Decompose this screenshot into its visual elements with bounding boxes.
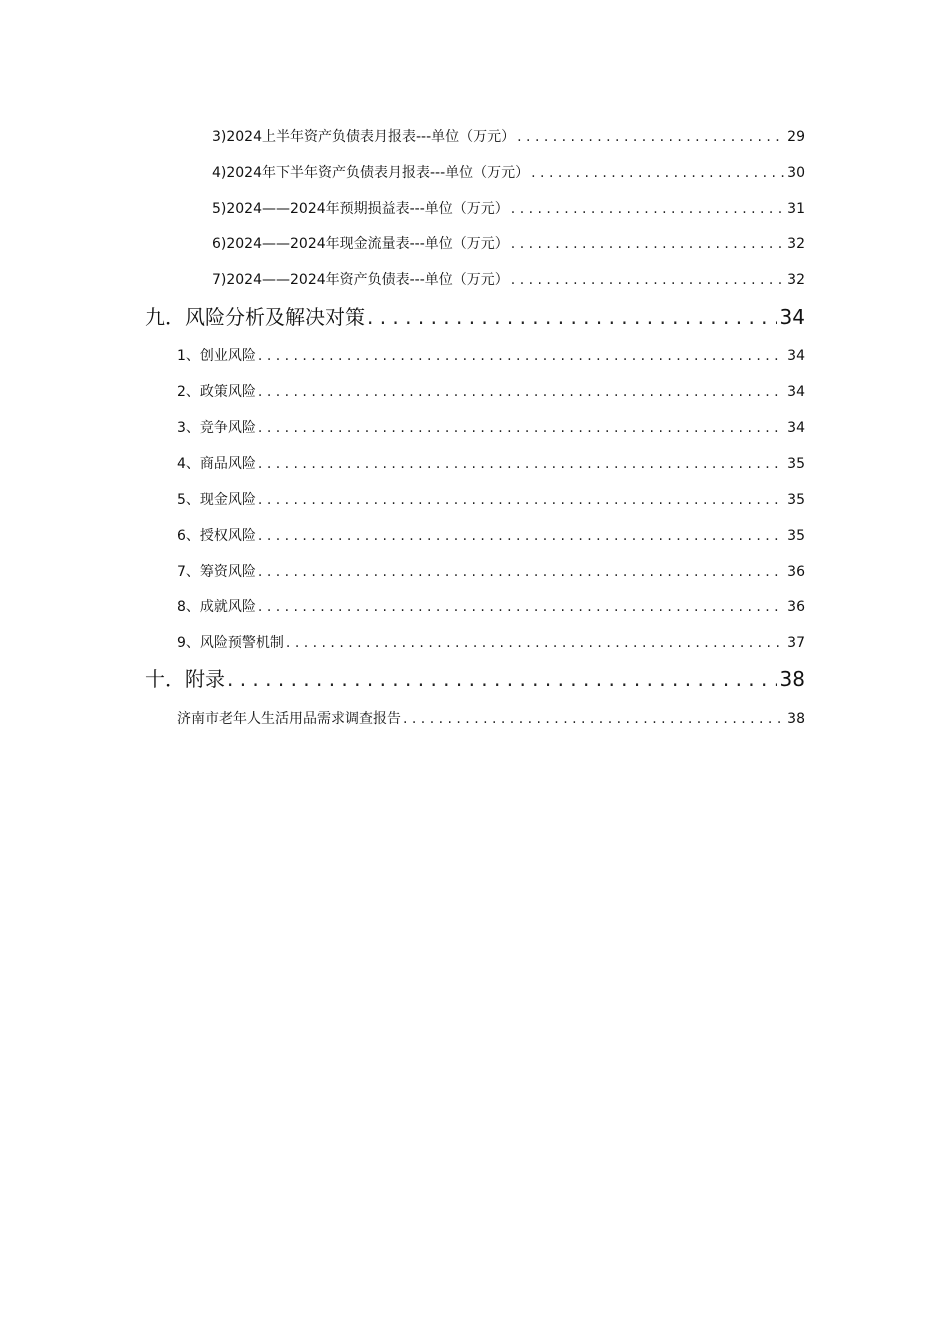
dot-leader bbox=[258, 490, 784, 510]
toc-page-number: 35 bbox=[787, 492, 805, 508]
toc-entry-startup-risk[interactable] bbox=[177, 346, 805, 366]
toc-entry-label: 5)2024——2024年预期损益表---单位（万元） bbox=[212, 201, 509, 217]
toc-entry-balance-sheet-h1[interactable] bbox=[212, 127, 805, 147]
toc-entry-survey-report[interactable] bbox=[177, 709, 805, 729]
toc-entry-financing-risk[interactable] bbox=[177, 562, 805, 582]
dot-leader bbox=[227, 665, 777, 693]
toc-page-number: 36 bbox=[787, 564, 805, 580]
dot-leader bbox=[258, 597, 784, 617]
toc-chapter-appendix[interactable] bbox=[145, 665, 805, 693]
dot-leader bbox=[403, 709, 784, 729]
dot-leader bbox=[258, 454, 784, 474]
toc-chapter-risk-analysis[interactable] bbox=[145, 303, 805, 331]
dot-leader bbox=[258, 562, 784, 582]
toc-entry-risk-warning[interactable] bbox=[177, 633, 805, 653]
toc-page-number: 30 bbox=[787, 165, 805, 181]
dot-leader bbox=[258, 382, 784, 402]
toc-page-number: 38 bbox=[779, 667, 805, 691]
toc-entry-label: 4)2024年下半年资产负债表月报表---单位（万元） bbox=[212, 165, 530, 181]
dot-leader bbox=[258, 418, 784, 438]
toc-page-number: 31 bbox=[787, 201, 805, 217]
toc-page-number: 35 bbox=[787, 456, 805, 472]
dot-leader bbox=[258, 526, 784, 546]
dot-leader bbox=[531, 163, 784, 183]
toc-entry-label: 8、成就风险 bbox=[177, 599, 256, 615]
toc-page-number: 36 bbox=[787, 599, 805, 615]
toc-entry-authorization-risk[interactable] bbox=[177, 526, 805, 546]
dot-leader bbox=[511, 199, 784, 219]
toc-entry-label: 3)2024上半年资产负债表月报表---单位（万元） bbox=[212, 129, 516, 145]
toc-page-number: 38 bbox=[787, 711, 805, 727]
toc-page-number: 34 bbox=[787, 384, 805, 400]
toc-entry-label: 九．风险分析及解决对策 bbox=[145, 305, 365, 329]
toc-entry-product-risk[interactable] bbox=[177, 454, 805, 474]
dot-leader bbox=[511, 234, 784, 254]
dot-leader bbox=[258, 346, 784, 366]
toc-entry-balance-sheet-h2[interactable] bbox=[212, 163, 805, 183]
toc-entry-label: 5、现金风险 bbox=[177, 492, 256, 508]
toc-entry-cash-flow[interactable] bbox=[212, 234, 805, 254]
toc-entry-label: 4、商品风险 bbox=[177, 456, 256, 472]
toc-entry-label: 2、政策风险 bbox=[177, 384, 256, 400]
toc-page-number: 34 bbox=[779, 305, 805, 329]
toc-entry-label: 3、竞争风险 bbox=[177, 420, 256, 436]
dot-leader bbox=[286, 633, 784, 653]
toc-entry-label: 济南市老年人生活用品需求调查报告 bbox=[177, 711, 401, 727]
toc-entry-balance-sheet[interactable] bbox=[212, 270, 805, 290]
toc-page-number: 29 bbox=[787, 129, 805, 145]
toc-entry-label: 7、筹资风险 bbox=[177, 564, 256, 580]
toc-page-number: 32 bbox=[787, 236, 805, 252]
toc-page-number: 35 bbox=[787, 528, 805, 544]
dot-leader bbox=[367, 303, 777, 331]
toc-page-number: 37 bbox=[787, 635, 805, 651]
toc-entry-competition-risk[interactable] bbox=[177, 418, 805, 438]
toc-entry-label: 1、创业风险 bbox=[177, 348, 256, 364]
dot-leader bbox=[517, 127, 784, 147]
toc-entry-label: 6、授权风险 bbox=[177, 528, 256, 544]
toc-entry-label: 十．附录 bbox=[145, 667, 225, 691]
toc-entry-achievement-risk[interactable] bbox=[177, 597, 805, 617]
toc-entry-label: 7)2024——2024年资产负债表---单位（万元） bbox=[212, 272, 509, 288]
toc-page-number: 34 bbox=[787, 420, 805, 436]
toc-entry-cash-risk[interactable] bbox=[177, 490, 805, 510]
toc-entry-income-statement[interactable] bbox=[212, 199, 805, 219]
toc-page-number: 34 bbox=[787, 348, 805, 364]
dot-leader bbox=[511, 270, 784, 290]
toc-entry-policy-risk[interactable] bbox=[177, 382, 805, 402]
toc-entry-label: 6)2024——2024年现金流量表---单位（万元） bbox=[212, 236, 509, 252]
toc-entry-label: 9、风险预警机制 bbox=[177, 635, 284, 651]
toc-page-number: 32 bbox=[787, 272, 805, 288]
